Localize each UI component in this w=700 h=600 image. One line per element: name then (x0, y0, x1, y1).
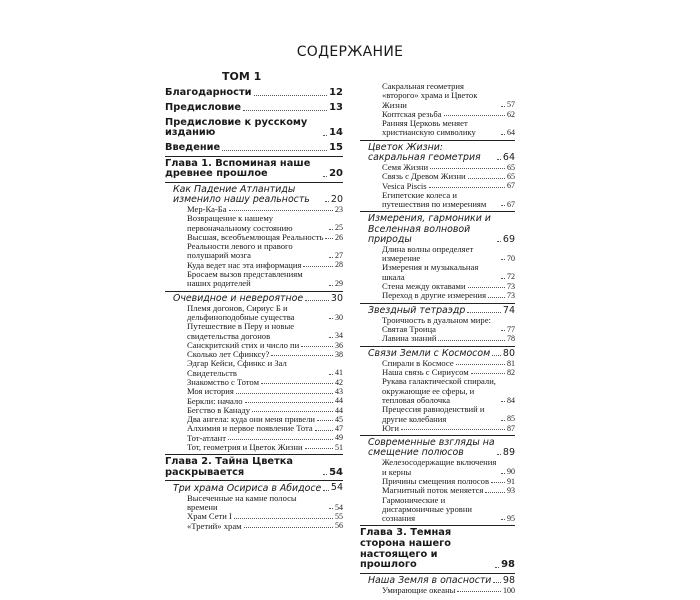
toc-page-number: 30 (335, 312, 343, 322)
volume-heading: ТОМ 1 (222, 70, 262, 83)
dot-leader (501, 259, 505, 260)
toc-entry-title: Гармонические и дисгармоничные уровни сознания (382, 494, 473, 524)
toc-entry-title: Переход в другие измерения (382, 290, 487, 301)
dot-leader (329, 285, 333, 286)
toc-page-number: 57 (507, 100, 515, 110)
toc-entry-title: Санскритский стих и число пи (187, 339, 300, 350)
toc-subsection-entry[interactable] (165, 443, 343, 452)
toc-page-number: 42 (335, 377, 343, 387)
toc-entry-title: Два ангела: куда они меня привели (187, 414, 315, 425)
toc-page-number: 64 (507, 128, 515, 138)
dot-leader (317, 420, 333, 421)
toc-entry-title: Эдгар Кейси, Сфинкс и Зал Свидетельств (187, 358, 287, 378)
toc-subsection-entry[interactable] (165, 270, 343, 289)
dot-leader (468, 287, 505, 288)
toc-page-number: 90 (507, 467, 515, 477)
toc-entry-title: Племя догонов, Сириус Б и дельфиноподобные существа (187, 302, 295, 323)
toc-entry-title: Путешествие в Перу и новые свидетельства догонов (187, 321, 295, 341)
toc-page-number: 13 (329, 101, 343, 113)
toc-page-number: 30 (330, 292, 343, 304)
dot-leader (438, 340, 505, 341)
toc-subsection-entry[interactable] (360, 291, 515, 300)
toc-page-number: 36 (335, 340, 343, 350)
toc-entry-title: Моя история (187, 386, 234, 397)
toc-subsection-entry[interactable] (165, 359, 343, 378)
toc-page-number: 49 (335, 433, 343, 443)
toc-entry-title: Очевидное и невероятное (173, 292, 304, 304)
dot-leader (329, 257, 333, 258)
toc-page-number: 67 (507, 181, 515, 191)
dot-leader (325, 238, 333, 239)
toc-page-number: 74 (502, 304, 515, 316)
toc-subsection-entry[interactable] (165, 214, 343, 233)
toc-entry-title: Цветок Жизни: сакральная геометрия (368, 141, 481, 163)
section-divider (360, 346, 515, 347)
toc-entry-title: Измерения, гармоники и Вселенная волновой природы (368, 213, 491, 245)
dot-leader (430, 168, 505, 169)
toc-subsection-entry[interactable] (165, 242, 343, 261)
toc-page-number: 43 (335, 386, 343, 396)
toc-chapter-entry[interactable] (165, 88, 343, 99)
toc-page-number: 54 (335, 502, 343, 512)
toc-entry-title: Магнитный поток меняется (382, 485, 484, 496)
dot-leader (444, 115, 505, 116)
toc-page-number: 55 (335, 511, 343, 521)
toc-entry-title: Мер-Ка-Ба (187, 204, 227, 215)
toc-section-entry[interactable] (360, 143, 515, 163)
toc-page-number: 20 (330, 193, 343, 205)
page-title: СОДЕРЖАНИЕ (296, 44, 404, 60)
section-divider (360, 525, 515, 526)
toc-page-number: 89 (502, 447, 515, 459)
toc-page-number: 93 (507, 485, 515, 495)
toc-subsection-entry[interactable] (360, 496, 515, 524)
toc-page-number: 41 (335, 368, 343, 378)
dot-leader (457, 591, 501, 592)
toc-entry-title: Предисловие к русскому изданию (165, 116, 308, 139)
toc-entry-title: Бросаем вызов представлениям наших родителей (187, 268, 303, 289)
toc-subsection-entry[interactable] (360, 334, 515, 343)
toc-subsection-entry[interactable] (165, 304, 343, 323)
toc-subsection-entry[interactable] (360, 458, 515, 477)
dot-leader (501, 134, 505, 135)
toc-subsection-entry[interactable] (360, 424, 515, 433)
toc-entry-title: Наша связь с Сириусом (382, 367, 469, 378)
toc-page-number: 29 (335, 278, 343, 288)
toc-section-entry[interactable] (165, 185, 343, 205)
section-divider (165, 156, 343, 157)
toc-entry-title: Беркли: начало (187, 395, 243, 406)
toc-page-number: 98 (502, 574, 515, 586)
toc-entry-title: Наша Земля в опасности (368, 574, 492, 586)
dot-leader (329, 508, 333, 509)
toc-page-number: 87 (507, 423, 515, 433)
dot-leader (329, 318, 333, 319)
dot-leader (254, 95, 328, 96)
toc-page-number: 54 (329, 466, 343, 478)
dot-leader (495, 567, 499, 568)
toc-page-number: 62 (507, 109, 515, 119)
toc-page-number: 65 (507, 171, 515, 181)
toc-entry-title: Реальности левого и правого полушарий мозга (187, 241, 293, 261)
toc-chapter-entry[interactable] (165, 143, 343, 154)
toc-page-number: 56 (335, 521, 343, 531)
dot-leader (244, 527, 333, 528)
section-divider (360, 435, 515, 436)
toc-entry-title: Благодарности (165, 87, 252, 99)
toc-chapter-entry[interactable] (165, 457, 343, 478)
dot-leader (492, 355, 501, 356)
dot-leader (501, 420, 505, 421)
toc-subsection-entry[interactable] (165, 322, 343, 341)
toc-page-number: 26 (335, 232, 343, 242)
toc-page-number: 69 (502, 233, 515, 245)
toc-entry-title: Vesica Piscis (382, 180, 427, 191)
dot-leader (325, 201, 329, 202)
toc-page-number: 38 (335, 349, 343, 359)
dot-leader (315, 430, 333, 431)
toc-entry-title: Измерения и музыкальная шкала (382, 262, 479, 282)
toc-page-number: 51 (335, 442, 343, 452)
toc-page-number: 20 (329, 167, 343, 179)
toc-entry-title: Бегство в Канаду (187, 404, 251, 415)
toc-entry-title: Как Падение Атлантиды изменило нашу реальность (173, 183, 310, 205)
toc-entry-title: Знакомство с Тотом (187, 377, 260, 388)
toc-subsection-entry[interactable] (360, 405, 515, 424)
toc-entry-title: Ранняя Церковь меняет христианскую символику (382, 118, 476, 138)
dot-leader (323, 135, 327, 136)
dot-leader (228, 439, 333, 440)
toc-subsection-entry[interactable] (360, 263, 515, 282)
toc-page-number: 14 (329, 126, 343, 138)
dot-leader (271, 355, 333, 356)
toc-entry-title: Предисловие (165, 102, 242, 114)
dot-leader (493, 582, 501, 583)
dot-leader (301, 346, 333, 347)
toc-page-number: 70 (507, 253, 515, 263)
toc-subsection-entry[interactable] (360, 191, 515, 210)
toc-entry-title: Спирали в Космосе (382, 357, 454, 368)
dot-leader (467, 312, 501, 313)
dot-leader (501, 106, 505, 107)
toc-page-number: 44 (335, 405, 343, 415)
dot-leader (497, 241, 501, 242)
toc-page-number: 25 (335, 223, 343, 233)
toc-entry-title: Прецессия равноденствий и другие колебания (382, 404, 485, 424)
section-divider (165, 480, 343, 481)
toc-page-number: 100 (503, 585, 515, 595)
dot-leader (234, 518, 333, 519)
toc-entry-title: Высеченные на камне полосы времени (187, 492, 297, 512)
toc-page-number: 12 (329, 87, 343, 98)
dot-leader (501, 519, 505, 520)
dot-leader (323, 474, 327, 475)
dot-leader (501, 330, 505, 331)
toc-page-number: 28 (335, 260, 343, 270)
toc-column-left (165, 82, 343, 531)
toc-page-number: 73 (507, 281, 515, 291)
dot-leader (229, 210, 333, 211)
dot-leader (501, 473, 505, 474)
toc-entry-title: Возвращение к нашему первоначальному состоянию (187, 213, 293, 233)
toc-page-number: 85 (507, 414, 515, 424)
toc-page-number: 91 (507, 476, 515, 486)
dot-leader (429, 187, 505, 188)
toc-entry-title: Высшая, всеобъемлющая Реальность (187, 231, 324, 242)
toc-entry-title: Храм Сети I (187, 511, 232, 522)
toc-page-number: 23 (335, 204, 343, 214)
toc-entry-title: Связи Земли с Космосом (368, 347, 491, 359)
toc-entry-title: «Третий» храм (187, 520, 242, 531)
toc-page-number: 98 (501, 558, 515, 570)
dot-leader (456, 364, 505, 365)
dot-leader (501, 401, 505, 402)
dot-leader (243, 110, 327, 111)
dot-leader (329, 337, 333, 338)
toc-entry-title: Глава 3. Темная сторона нашего настоящего и прошлого (360, 527, 452, 571)
toc-chapter-entry[interactable] (165, 103, 343, 114)
toc-chapter-entry[interactable] (165, 159, 343, 180)
toc-page-number: 27 (335, 251, 343, 261)
toc-entry-title: Лавина знаний (382, 333, 437, 344)
toc-page-number: 47 (335, 424, 343, 434)
dot-leader (261, 383, 333, 384)
section-divider (360, 140, 515, 141)
toc-entry-title: Современные взгляды на смещение полюсов (368, 437, 495, 459)
dot-leader (303, 266, 333, 267)
toc-entry-title: Алхимия и первое появление Тота (187, 423, 313, 434)
toc-entry-title: Три храма Осириса в Абидосе (173, 482, 322, 494)
toc-subsection-entry[interactable] (360, 316, 515, 335)
toc-entry-title: Юги (382, 422, 399, 433)
toc-entry-title: Длина волны определяет измерение (382, 243, 474, 264)
toc-entry-title: Введение (165, 141, 221, 153)
toc-entry-title: Сакральная геометрия «второго» храма и Цветок Жизни (382, 81, 478, 110)
toc-page-number: 15 (329, 141, 343, 153)
dot-leader (468, 178, 505, 179)
toc-entry-title: Причины смещения полюсов (382, 476, 490, 487)
toc-subsection-entry[interactable] (360, 586, 515, 595)
toc-page-number: 81 (507, 358, 515, 368)
toc-entry-title: Глава 2. Тайна Цветка раскрывается (165, 456, 294, 478)
toc-page-number: 64 (502, 151, 515, 163)
toc-chapter-entry[interactable] (165, 118, 343, 139)
dot-leader (471, 373, 505, 374)
toc-subsection-entry[interactable] (360, 245, 515, 264)
toc-section-entry[interactable] (360, 438, 515, 458)
dot-leader (222, 150, 327, 151)
toc-page-number: 54 (330, 482, 343, 494)
toc-chapter-entry[interactable] (360, 528, 515, 570)
dot-leader (501, 278, 505, 279)
toc-subsection-entry[interactable] (165, 522, 343, 531)
toc-entry-title: Троичность в дуальном мире: Святая Троица (382, 314, 491, 335)
toc-page-number: 77 (507, 324, 515, 334)
section-divider (165, 182, 343, 183)
toc-page-number: 45 (335, 414, 343, 424)
toc-entry-title: Сколько лет Сфинксу? (187, 349, 270, 360)
toc-entry-title: Куда ведет нас эта информация (187, 259, 302, 270)
dot-leader (488, 297, 505, 298)
toc-subsection-entry[interactable] (360, 82, 515, 110)
toc-subsection-entry[interactable] (360, 377, 515, 405)
toc-page-number: 73 (507, 290, 515, 300)
toc-entry-title: Коптская резьба (382, 108, 442, 119)
toc-page-number: 72 (507, 272, 515, 282)
dot-leader (329, 229, 333, 230)
section-divider (165, 291, 343, 292)
dot-leader (401, 429, 505, 430)
dot-leader (497, 454, 501, 455)
toc-entry-title: Египетские колеса и путешествия по измерениям (382, 189, 487, 210)
dot-leader (252, 411, 333, 412)
dot-leader (485, 492, 505, 493)
dot-leader (323, 176, 327, 177)
toc-section-entry[interactable] (360, 214, 515, 244)
section-divider (360, 573, 515, 574)
toc-page-number: 34 (335, 331, 343, 341)
section-divider (360, 303, 515, 304)
toc-page-number: 82 (507, 367, 515, 377)
dot-leader (501, 205, 505, 206)
toc-column-right (360, 82, 515, 595)
dot-leader (245, 402, 333, 403)
toc-subsection-entry[interactable] (360, 119, 515, 138)
toc-page-number: 78 (507, 334, 515, 344)
dot-leader (323, 490, 329, 491)
dot-leader (305, 300, 329, 301)
dot-leader (305, 448, 333, 449)
toc-entry-title: Железосодержащие включения и керны (382, 457, 497, 477)
toc-entry-title: Тот, геометрия и Цветок Жизни (187, 442, 303, 453)
toc-page-number: 44 (335, 396, 343, 406)
toc-entry-title: Звездный тетраэдр (368, 304, 466, 316)
toc-subsection-entry[interactable] (165, 494, 343, 513)
toc-entry-title: Стена между октавами (382, 281, 466, 291)
dot-leader (329, 374, 333, 375)
toc-entry-title: Умирающие океаны (382, 585, 456, 595)
section-divider (360, 211, 515, 212)
toc-entry-title: Глава 1. Вспоминая наше древнее прошлое (165, 157, 311, 180)
toc-entry-title: Связь с Древом Жизни (382, 171, 466, 182)
dot-leader (236, 393, 333, 394)
dot-leader (497, 159, 501, 160)
toc-page-number: 84 (507, 395, 515, 405)
toc-page-number: 67 (507, 199, 515, 209)
toc-page-number: 80 (502, 347, 515, 359)
toc-entry-title: Рукава галактической спирали, окружающие ее сферы, и тепловая оболочка (382, 376, 496, 406)
toc-entry-title: Семя Жизни (382, 162, 429, 172)
toc-page-number: 65 (507, 162, 515, 172)
toc-entry-title: Тот-атлант (187, 432, 226, 443)
section-divider (165, 454, 343, 455)
dot-leader (491, 482, 505, 483)
toc-page-number: 95 (507, 513, 515, 523)
